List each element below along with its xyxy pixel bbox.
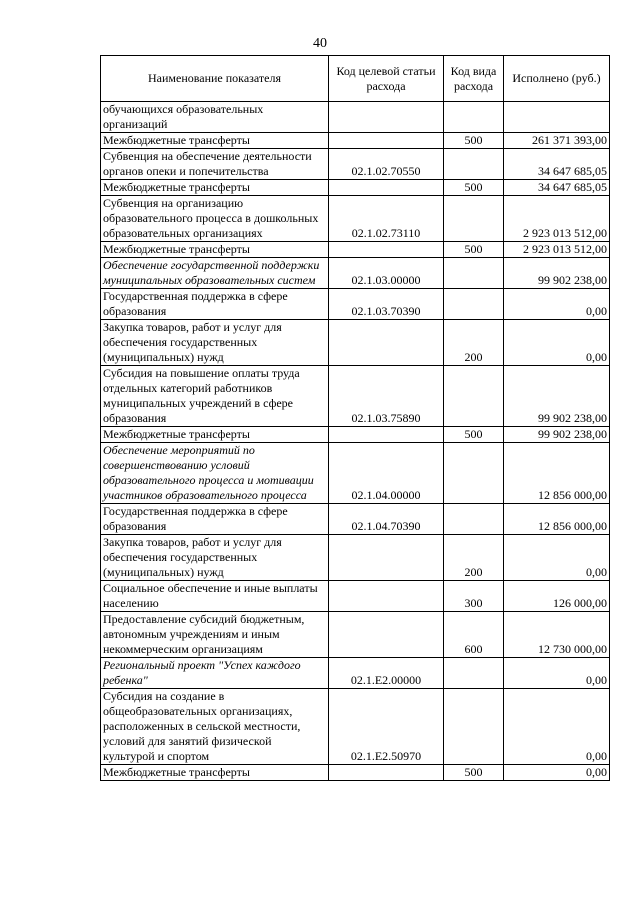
cell-amount	[504, 102, 610, 133]
cell-amount: 99 902 238,00	[504, 366, 610, 427]
cell-amount: 0,00	[504, 689, 610, 765]
table-row	[101, 658, 610, 689]
cell-type	[444, 149, 504, 180]
table-row	[101, 581, 610, 612]
table-row	[101, 443, 610, 504]
cell-code: 02.1.02.70550	[329, 149, 444, 180]
cell-code	[329, 765, 444, 781]
table-row	[101, 242, 610, 258]
header-name: Наименование показателя	[101, 56, 329, 102]
cell-type: 600	[444, 612, 504, 658]
cell-name: Региональный проект "Успех каждого ребенка"	[101, 658, 329, 689]
cell-name: Межбюджетные трансферты	[101, 765, 329, 781]
table-body	[101, 102, 610, 781]
cell-amount: 2 923 013 512,00	[504, 242, 610, 258]
cell-amount: 12 730 000,00	[504, 612, 610, 658]
cell-code	[329, 535, 444, 581]
cell-name: Социальное обеспечение и иные выплаты населению	[101, 581, 329, 612]
cell-amount: 99 902 238,00	[504, 427, 610, 443]
cell-code: 02.1.04.00000	[329, 443, 444, 504]
table-row	[101, 427, 610, 443]
cell-name: Государственная поддержка в сфере образования	[101, 504, 329, 535]
cell-amount: 12 856 000,00	[504, 504, 610, 535]
table-row	[101, 196, 610, 242]
header-type: Код вида расхода	[444, 56, 504, 102]
cell-name: Межбюджетные трансферты	[101, 242, 329, 258]
header-code: Код целевой статьи расхода	[329, 56, 444, 102]
cell-type	[444, 443, 504, 504]
cell-amount: 34 647 685,05	[504, 149, 610, 180]
table-row	[101, 102, 610, 133]
cell-code: 02.1.04.70390	[329, 504, 444, 535]
cell-code	[329, 320, 444, 366]
cell-type	[444, 258, 504, 289]
cell-amount: 0,00	[504, 320, 610, 366]
cell-code	[329, 102, 444, 133]
cell-name: Закупка товаров, работ и услуг для обеспечения государственных (муниципальных) нужд	[101, 320, 329, 366]
cell-type	[444, 102, 504, 133]
table-row	[101, 149, 610, 180]
cell-code	[329, 133, 444, 149]
cell-name: Субсидия на повышение оплаты труда отдельных категорий работников муниципальных учреждений в сфере образования	[101, 366, 329, 427]
cell-name: Обеспечение государственной поддержки муниципальных образовательных систем	[101, 258, 329, 289]
cell-amount: 99 902 238,00	[504, 258, 610, 289]
cell-code	[329, 612, 444, 658]
cell-code: 02.1.03.75890	[329, 366, 444, 427]
cell-amount: 0,00	[504, 765, 610, 781]
table-row	[101, 180, 610, 196]
cell-code	[329, 581, 444, 612]
cell-name: Межбюджетные трансферты	[101, 180, 329, 196]
cell-type: 500	[444, 427, 504, 443]
cell-code	[329, 180, 444, 196]
table-row	[101, 535, 610, 581]
table-row	[101, 689, 610, 765]
table-row	[101, 765, 610, 781]
cell-type	[444, 289, 504, 320]
cell-type: 500	[444, 242, 504, 258]
cell-type: 500	[444, 180, 504, 196]
table-row	[101, 289, 610, 320]
cell-amount: 0,00	[504, 289, 610, 320]
cell-name: Межбюджетные трансферты	[101, 133, 329, 149]
cell-name: Государственная поддержка в сфере образования	[101, 289, 329, 320]
cell-amount: 126 000,00	[504, 581, 610, 612]
cell-code: 02.1.03.00000	[329, 258, 444, 289]
cell-type: 200	[444, 320, 504, 366]
table-row	[101, 612, 610, 658]
cell-amount: 261 371 393,00	[504, 133, 610, 149]
cell-type	[444, 366, 504, 427]
cell-amount: 2 923 013 512,00	[504, 196, 610, 242]
cell-type: 500	[444, 765, 504, 781]
cell-type: 200	[444, 535, 504, 581]
cell-type	[444, 689, 504, 765]
cell-name: Субвенция на обеспечение деятельности органов опеки и попечительства	[101, 149, 329, 180]
cell-code	[329, 427, 444, 443]
cell-amount: 12 856 000,00	[504, 443, 610, 504]
cell-code	[329, 242, 444, 258]
cell-code: 02.1.E2.00000	[329, 658, 444, 689]
cell-code: 02.1.E2.50970	[329, 689, 444, 765]
cell-name: обучающихся образовательных организаций	[101, 102, 329, 133]
cell-name: Предоставление субсидий бюджетным, автономным учреждениям и иным некоммерческим организациям	[101, 612, 329, 658]
cell-name: Обеспечение мероприятий по совершенствованию условий образовательного процесса и мотивации участников образовательного процесса	[101, 443, 329, 504]
cell-type	[444, 504, 504, 535]
page-number: 40	[313, 36, 327, 51]
cell-amount: 0,00	[504, 535, 610, 581]
table-header-row	[101, 56, 610, 102]
budget-table	[100, 55, 610, 781]
cell-code: 02.1.02.73110	[329, 196, 444, 242]
table-row	[101, 258, 610, 289]
cell-code: 02.1.03.70390	[329, 289, 444, 320]
cell-type	[444, 658, 504, 689]
cell-type: 500	[444, 133, 504, 149]
cell-name: Субвенция на организацию образовательного процесса в дошкольных образовательных организациях	[101, 196, 329, 242]
cell-amount: 34 647 685,05	[504, 180, 610, 196]
table-row	[101, 366, 610, 427]
cell-amount: 0,00	[504, 658, 610, 689]
table-row	[101, 133, 610, 149]
cell-type	[444, 196, 504, 242]
cell-name: Закупка товаров, работ и услуг для обеспечения государственных (муниципальных) нужд	[101, 535, 329, 581]
cell-name: Субсидия на создание в общеобразовательных организациях, расположенных в сельской местности, условий для занятий физической культурой и спортом	[101, 689, 329, 765]
cell-name: Межбюджетные трансферты	[101, 427, 329, 443]
table-row	[101, 320, 610, 366]
header-amount: Исполнено (руб.)	[504, 56, 610, 102]
cell-type: 300	[444, 581, 504, 612]
table-row	[101, 504, 610, 535]
